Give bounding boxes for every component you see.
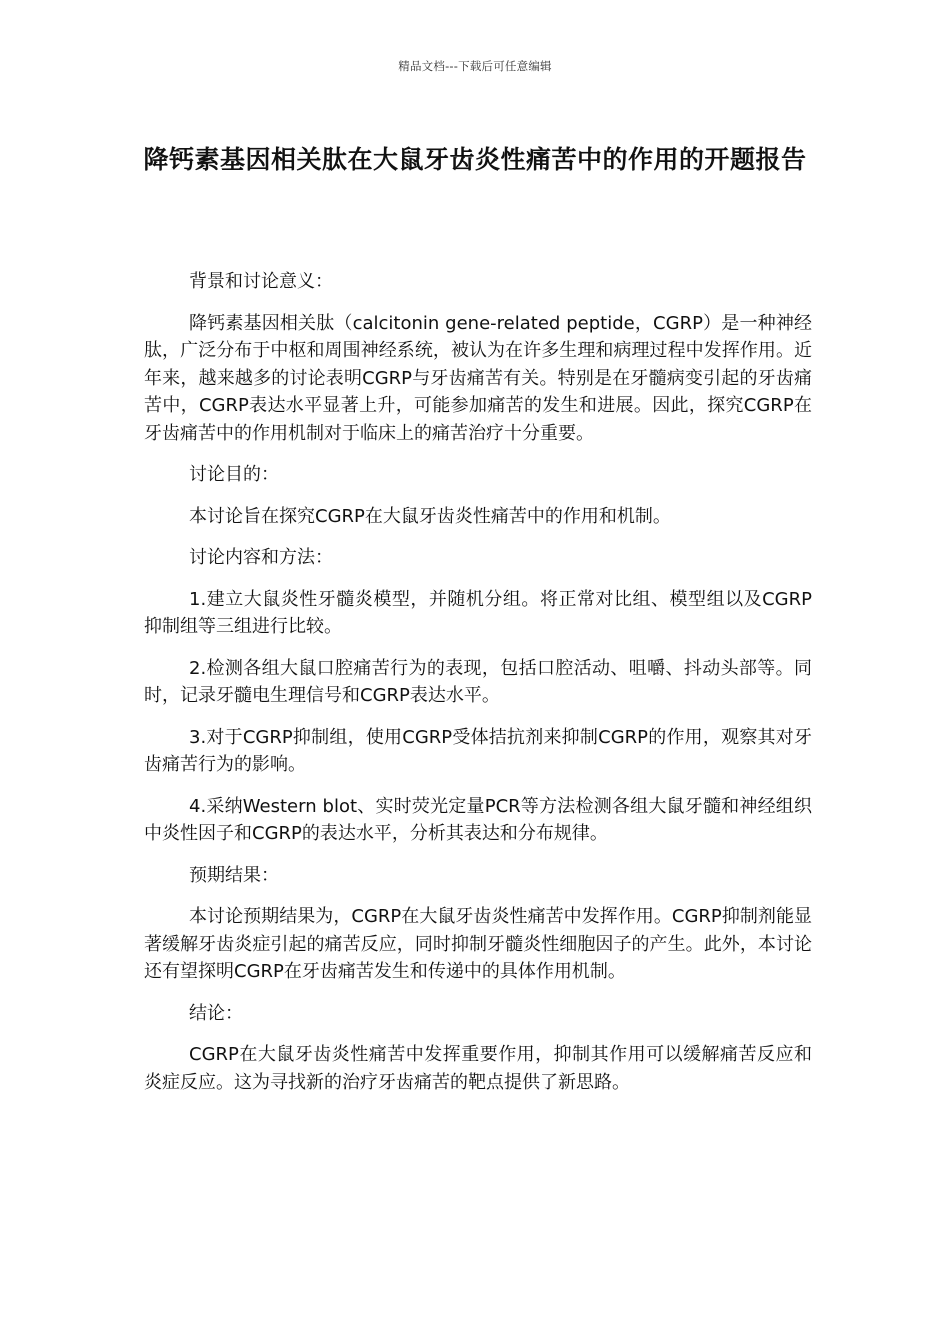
section-heading-purpose: 讨论目的： xyxy=(189,464,279,485)
header-note: 精品文档---下载后可任意编辑 xyxy=(398,59,552,73)
document-body xyxy=(144,268,812,1110)
paragraph-purpose: 本讨论旨在探究CGRP在大鼠牙齿炎性痛苦中的作用和机制。 xyxy=(189,505,671,527)
method-item-3: 3.对于CGRP抑制组，使用CGRP受体拮抗剂来抑制CGRP的作用，观察其对牙齿痛苦行为的影响。 xyxy=(144,726,812,775)
method-item-2: 2.检测各组大鼠口腔痛苦行为的表现，包括口腔活动、咀嚼、抖动头部等。同时，记录牙髓电生理信号和CGRP表达水平。 xyxy=(144,657,812,706)
paragraph-expected-results: 本讨论预期结果为，CGRP在大鼠牙齿炎性痛苦中发挥作用。CGRP抑制剂能显著缓解牙齿炎症引起的痛苦反应，同时抑制牙髓炎性细胞因子的产生。此外，本讨论还有望探明CGRP在牙齿痛苦发生和传递中的具体作用机制。 xyxy=(144,906,812,982)
paragraph-conclusion: CGRP在大鼠牙齿炎性痛苦中发挥重要作用，抑制其作用可以缓解痛苦反应和炎症反应。这为寻找新的治疗牙齿痛苦的靶点提供了新思路。 xyxy=(144,1044,812,1093)
paragraph-background: 降钙素基因相关肽（calcitonin gene-related peptide，CGRP）是一种神经肽，广泛分布于中枢和周围神经系统，被认为在许多生理和病理过程中发挥作用。近年来，越来越多的讨论表明CGRP与牙齿痛苦有关。特别是在牙髓病变引起的牙齿痛苦中，CGRP表达水平显著上升，可能参加痛苦的发生和进展。因此，探究CGRP在牙齿痛苦中的作用机制对于临床上的痛苦治疗十分重要。 xyxy=(144,312,812,444)
section-heading-background: 背景和讨论意义： xyxy=(189,271,333,292)
section-heading-methods: 讨论内容和方法： xyxy=(189,547,333,568)
method-item-1: 1.建立大鼠炎性牙髓炎模型，并随机分组。将正常对比组、模型组以及CGRP抑制组等三组进行比较。 xyxy=(144,588,812,637)
section-heading-expected-results: 预期结果： xyxy=(189,864,279,886)
document-title: 降钙素基因相关肽在大鼠牙齿炎性痛苦中的作用的开题报告 xyxy=(143,145,807,174)
method-item-4: 4.采纳Western blot、实时荧光定量PCR等方法检测各组大鼠牙髓和神经组织中炎性因子和CGRP的表达水平，分析其表达和分布规律。 xyxy=(144,795,812,844)
section-heading-conclusion: 结论： xyxy=(189,1002,243,1024)
